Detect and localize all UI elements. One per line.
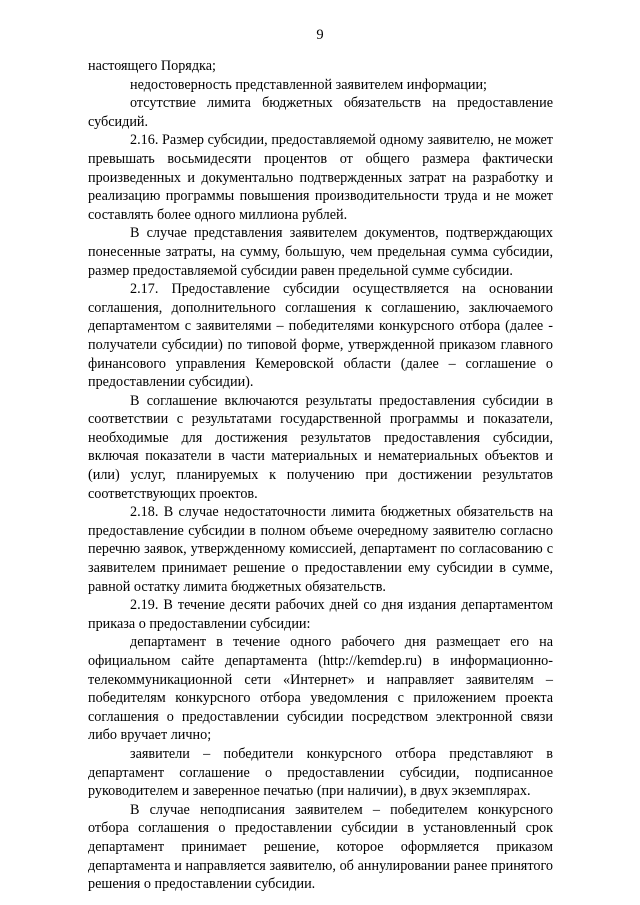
paragraph: 2.18. В случае недостаточности лимита бюджетных обязательств на предоставление субсидии в полном объеме очередному заявителю согласно перечню заявок, утвержденному комиссией, департамент по согласованию с заявителем принимает решение о предоставлении ему субсидии в сумме, равной остатку лимита бюджетных обязательств.: [88, 504, 553, 595]
document-body: [88, 57, 553, 894]
paragraph: департамент в течение одного рабочего дня размещает его на официальном сайте департамента (http://kemdep.ru) в информационно-телекоммуникационной сети «Интернет» и направляет заявителям – победителям конкурсного отбора уведомления с приложением проекта соглашения о предоставлении субсидии посредством электронной связи либо вручает лично;: [88, 634, 553, 744]
paragraph: В случае представления заявителем документов, подтверждающих понесенные затраты, на сумму, большую, чем предельная сумма субсидии, размер предоставляемой субсидии равен предельной сумме субсидии.: [88, 225, 553, 279]
paragraph: 2.16. Размер субсидии, предоставляемой одному заявителю, не может превышать восьмидесяти процентов от общего размера фактически произведенных и документально подтвержденных затрат на разработку и реализацию программы повышения производительности труда и не может составлять более одного миллиона рублей.: [88, 132, 553, 223]
paragraph: В соглашение включаются результаты предоставления субсидии в соответствии с результатами государственной программы и показатели, необходимые для достижения результатов предоставления субсидии, включая показатели в части материальных и нематериальных объектов и (или) услуг, планируемых к получению при достижении результатов соответствующих проектов.: [88, 392, 553, 502]
paragraph: настоящего Порядка;: [88, 58, 216, 74]
paragraph: заявители – победители конкурсного отбора представляют в департамент соглашение о предоставлении субсидии, подписанное руководителем и заверенное печатью (при наличии), в двух экземплярах.: [88, 745, 553, 800]
paragraph: недостоверность представленной заявителем информации;: [130, 76, 487, 93]
page-number: 9: [316, 27, 324, 43]
paragraph: 2.19. В течение десяти рабочих дней со дня издания департаментом приказа о предоставлении субсидии:: [88, 597, 553, 632]
paragraph: В случае неподписания заявителем – победителем конкурсного отбора соглашения о предоставлении субсидии в установленный срок департамент принимает решение, которое оформляется приказом департамента и направляется заявителю, об аннулировании ранее принятого решения о предоставлении субсидии.: [88, 801, 553, 893]
paragraph: отсутствие лимита бюджетных обязательств на предоставление субсидий.: [88, 95, 553, 130]
paragraph: 2.17. Предоставление субсидии осуществляется на основании соглашения, дополнительного соглашения к соглашению, заключаемого департаментом с заявителями – победителями конкурсного отбора (далее - получатели субсидии) по типовой форме, утвержденной приказом главного финансового управления Кемеровской области (далее – соглашение о предоставлении субсидии).: [88, 281, 553, 391]
